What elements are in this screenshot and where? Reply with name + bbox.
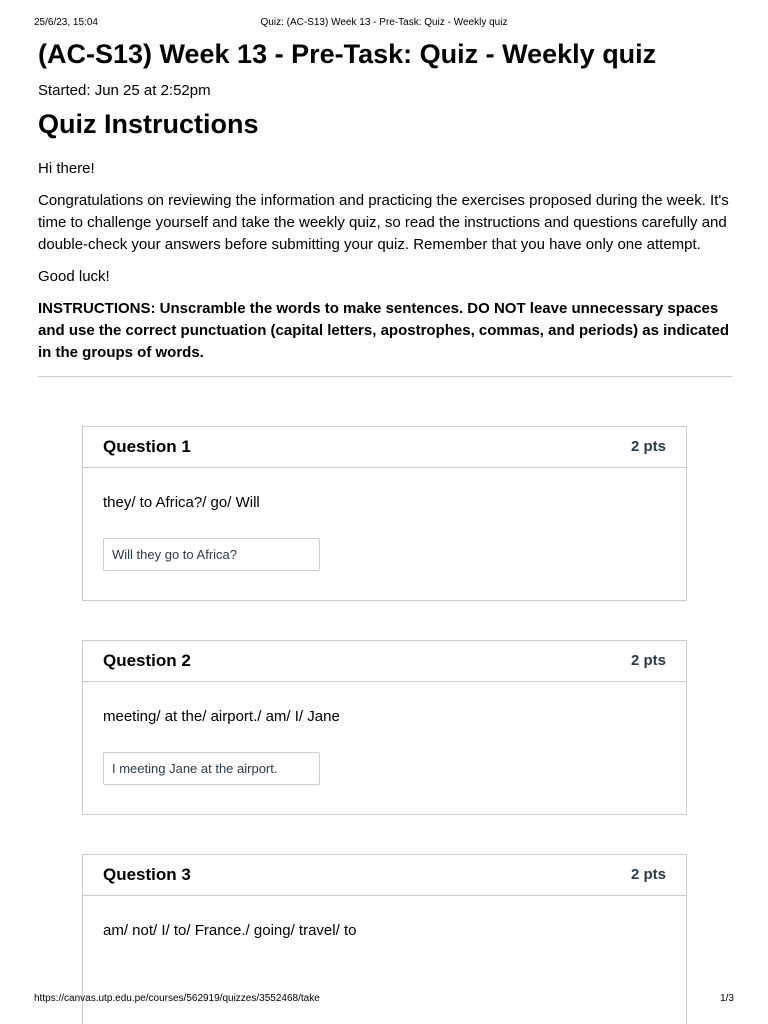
- good-luck-text: Good luck!: [38, 268, 110, 285]
- question-prompt: am/ not/ I/ to/ France./ going/ travel/ to: [103, 922, 357, 939]
- question-card-2: [82, 640, 687, 815]
- question-points: 2 pts: [630, 652, 666, 669]
- question-header: [83, 641, 686, 682]
- section-divider: [38, 376, 732, 377]
- quiz-title: (AC-S13) Week 13 - Pre-Task: Quiz - Weekly quiz: [38, 39, 657, 69]
- quiz-content: [38, 38, 732, 385]
- question-card-1: [82, 426, 687, 601]
- intro-text: Congratulations on reviewing the information and practicing the exercises proposed during the week. It's time to challenge yourself and take the weekly quiz, so read the instructions and questions carefully and double-check your answers before submitting your quiz. Remember that you have only one attempt.: [38, 192, 729, 253]
- print-title: Quiz: (AC-S13) Week 13 - Pre-Task: Quiz - Weekly quiz: [260, 17, 508, 28]
- question-body: [83, 682, 686, 814]
- question-prompt: they/ to Africa?/ go/ Will: [103, 494, 260, 511]
- page-url: https://canvas.utp.edu.pe/courses/562919/quizzes/3552468/take: [34, 993, 320, 1004]
- started-time: Started: Jun 25 at 2:52pm: [38, 82, 211, 99]
- question-points: 2 pts: [630, 866, 666, 883]
- question-header: [83, 855, 686, 896]
- instructions-text: INSTRUCTIONS: Unscramble the words to make sentences. DO NOT leave unnecessary spaces and use the correct punctuation (capital letters, apostrophes, commas, and periods) as indicated in the groups of words.: [38, 300, 729, 361]
- print-header: [34, 17, 734, 31]
- greeting-text: Hi there!: [38, 160, 95, 177]
- answer-input[interactable]: [103, 538, 320, 571]
- question-prompt: meeting/ at the/ airport./ am/ I/ Jane: [103, 708, 340, 725]
- question-body: [83, 468, 686, 600]
- answer-input[interactable]: [103, 752, 320, 785]
- print-date: 25/6/23, 15:04: [34, 17, 98, 28]
- question-name: Question 3: [103, 865, 191, 884]
- question-points: 2 pts: [630, 438, 666, 455]
- question-header: [83, 427, 686, 468]
- page-number: 1/3: [720, 993, 734, 1004]
- instructions-heading: Quiz Instructions: [38, 109, 259, 139]
- print-footer: [34, 993, 734, 1007]
- question-name: Question 2: [103, 651, 191, 670]
- question-name: Question 1: [103, 437, 191, 456]
